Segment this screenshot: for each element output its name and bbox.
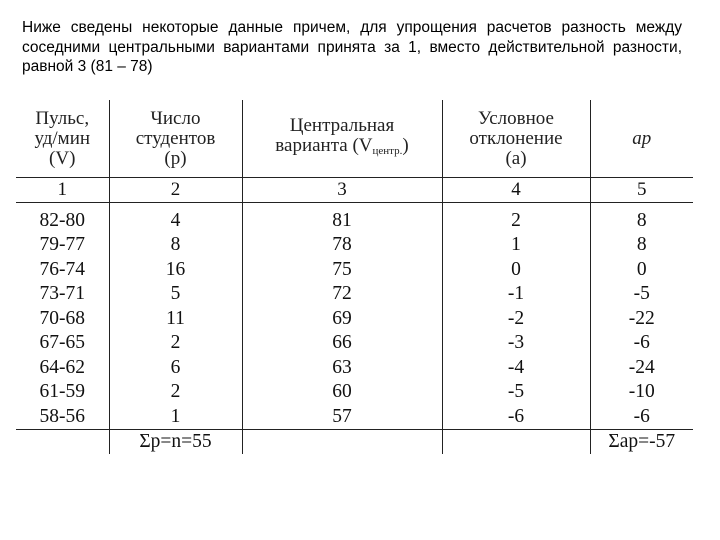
table-cell: 2 (109, 331, 242, 356)
table-cell: 61-59 (39, 381, 85, 403)
intro-paragraph: Ниже сведены некоторые данные причем, для упрощения расчетов разность между соседними центральными вариантами принята за 1, вместо действительной разности, равной 3 (81 – 78) (22, 19, 682, 75)
table-cell: 0 (590, 258, 693, 283)
table-cell: 8 (590, 233, 693, 258)
table-cell: -5 (590, 282, 693, 307)
table-cell: 63 (242, 356, 442, 381)
table-cell: 1 (109, 405, 242, 430)
table-row (16, 203, 693, 234)
header-pulse-line-2: уд/мин (34, 127, 91, 149)
header-central-line-1: Центральная (289, 115, 395, 136)
table-cell: 11 (109, 307, 242, 332)
column-number: 2 (109, 178, 242, 203)
header-central-subscript: центр. (372, 145, 403, 157)
header-ap (590, 100, 693, 178)
table-row (16, 233, 693, 258)
header-pulse-line-3: (V) (49, 147, 76, 169)
variation-table (16, 100, 693, 454)
sum-row (16, 430, 693, 455)
table-cell: -10 (590, 380, 693, 405)
table-cell: -24 (590, 356, 693, 381)
sum-cell-empty (16, 430, 109, 455)
table-cell: 81 (242, 203, 442, 234)
table-cell: 67-65 (39, 332, 85, 354)
sum-p-total: Σp=n=55 (109, 430, 242, 455)
table-row (16, 380, 693, 405)
table-cell: -4 (442, 356, 590, 381)
table-cell: 78 (242, 233, 442, 258)
table-cell: -6 (590, 331, 693, 356)
header-central-variant (242, 100, 442, 178)
table-cell: 5 (109, 282, 242, 307)
table-cell: 0 (442, 258, 590, 283)
header-deviation-line-2: отклонение (469, 127, 563, 149)
table-cell: -5 (442, 380, 590, 405)
table-cell: 64-62 (39, 356, 85, 378)
table-cell: 57 (242, 405, 442, 430)
table-cell: -3 (442, 331, 590, 356)
header-central-line-2 (243, 136, 442, 161)
table-row (16, 356, 693, 381)
table-cell: 66 (242, 331, 442, 356)
header-deviation (442, 100, 590, 178)
table-cell: 58-56 (39, 405, 85, 427)
header-row (16, 100, 693, 178)
table-cell: 75 (242, 258, 442, 283)
column-number: 5 (590, 178, 693, 203)
table-row (16, 331, 693, 356)
table-row (16, 258, 693, 283)
header-pulse-line-1: Пульс, (35, 107, 90, 129)
header-students (109, 100, 242, 178)
table-cell: 1 (442, 233, 590, 258)
header-central-tail: ) (402, 135, 409, 156)
table-row (16, 307, 693, 332)
header-students-line-3: (p) (164, 147, 187, 169)
table-cell: -6 (590, 405, 693, 430)
table-cell: -1 (442, 282, 590, 307)
table-cell: 70-68 (39, 307, 85, 329)
table-cell: 60 (242, 380, 442, 405)
table-cell: -22 (590, 307, 693, 332)
column-number: 4 (442, 178, 590, 203)
table-cell: -6 (442, 405, 590, 430)
table-cell: 2 (109, 380, 242, 405)
table-cell: 73-71 (39, 283, 85, 305)
header-central-line-2-text: варианта (V (275, 135, 373, 156)
table-cell: 4 (109, 203, 242, 234)
header-ap-line-1: ap (632, 127, 652, 149)
header-pulse (16, 100, 109, 178)
table-cell: 69 (242, 307, 442, 332)
column-number: 1 (16, 178, 109, 203)
header-deviation-line-3: (a) (505, 147, 527, 169)
header-students-line-1: Число (150, 107, 201, 129)
table-cell: 8 (109, 233, 242, 258)
table-cell: 8 (590, 203, 693, 234)
table-row (16, 405, 693, 430)
column-number-row (16, 178, 693, 203)
table-row (16, 282, 693, 307)
column-number: 3 (242, 178, 442, 203)
table-cell: 79-77 (39, 234, 85, 256)
table-cell: 6 (109, 356, 242, 381)
table-cell: 72 (242, 282, 442, 307)
header-students-line-2: студентов (135, 127, 216, 149)
table-cell: -2 (442, 307, 590, 332)
table-cell: 76-74 (39, 258, 85, 280)
sum-cell-empty (442, 430, 590, 455)
header-deviation-line-1: Условное (478, 107, 554, 129)
table-cell: 16 (109, 258, 242, 283)
sum-cell-empty (242, 430, 442, 455)
sum-ap-total: Σap=-57 (590, 430, 693, 455)
table-cell: 2 (442, 203, 590, 234)
table-cell: 82-80 (39, 210, 85, 231)
